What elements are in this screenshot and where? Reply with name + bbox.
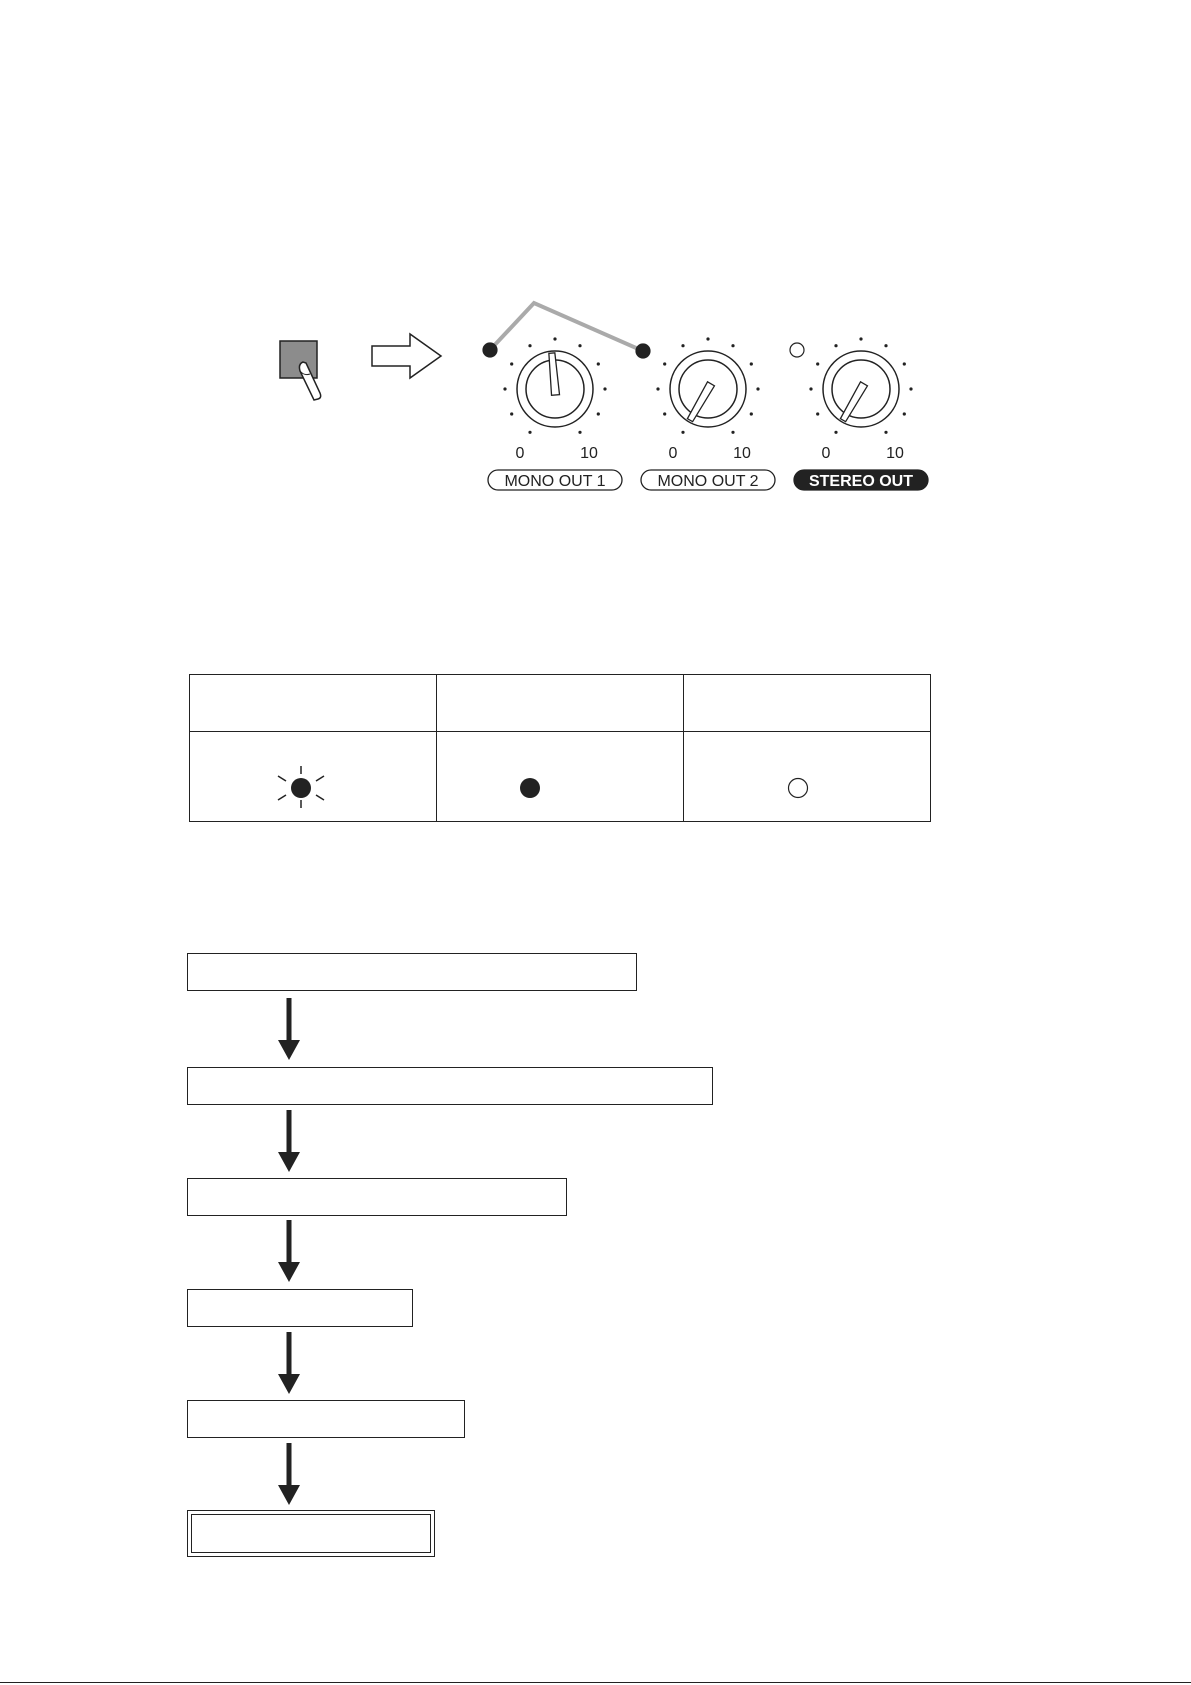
scale-dot [528,344,531,347]
stereo-out-led-icon [790,343,804,357]
mono-out-2-knob[interactable] [636,337,775,490]
knob-min-label: 0 [515,445,525,462]
down-arrow-icon [277,1443,301,1507]
scale-dot [809,387,812,390]
down-arrow-icon [277,1220,301,1284]
page-bottom-rule [0,1682,1191,1683]
flow-step-3 [187,1178,567,1216]
scale-dot [578,431,581,434]
knob-min-label: 0 [668,445,678,462]
scale-dot [706,337,709,340]
mono-out-2-led-icon [636,344,650,358]
scale-dot [816,412,819,415]
scale-dot [663,412,666,415]
scale-dot [884,431,887,434]
led-flashing-icon [190,732,436,821]
link-line [490,303,643,351]
scale-dot [756,387,759,390]
flow-step-6 [187,1510,435,1557]
flow-step-6-inner [191,1514,431,1553]
flow-step-4 [187,1289,413,1327]
table-cell-lit [437,732,684,822]
down-arrow-icon [277,998,301,1062]
scale-dot [528,431,531,434]
stereo-out-label: STEREO OUT [808,473,914,490]
scale-dot [663,362,666,365]
scale-dot [731,344,734,347]
right-arrow-icon [372,334,441,378]
scale-dot [603,387,606,390]
scale-dot [510,412,513,415]
table-header [190,675,437,732]
scale-dot [903,362,906,365]
knob-max-label: 10 [886,445,904,462]
table-header [437,675,684,732]
table-cell-unlit [684,732,931,822]
mono-out-1-led-icon [483,343,497,357]
scale-dot [553,337,556,340]
scale-dot [884,344,887,347]
knob-min-label: 0 [821,445,831,462]
down-arrow-icon [277,1332,301,1396]
scale-dot [597,362,600,365]
knob-max-label: 10 [580,445,598,462]
scale-dot [859,337,862,340]
output-panel-diagram [0,0,1191,560]
scale-dot [750,362,753,365]
scale-dot [731,431,734,434]
scale-dot [903,412,906,415]
scale-dot [503,387,506,390]
flow-step-5 [187,1400,465,1438]
flow-step-2 [187,1067,713,1105]
down-arrow-icon [277,1110,301,1174]
flow-step-1 [187,953,637,991]
scale-dot [750,412,753,415]
mono-out-1-knob[interactable] [483,337,622,490]
led-unlit-icon [684,732,930,821]
scale-dot [681,344,684,347]
led-status-table [189,674,931,822]
knob-max-label: 10 [733,445,751,462]
scale-dot [834,344,837,347]
led-lit-icon [437,732,683,821]
scale-dot [834,431,837,434]
mono-out-1-label: MONO OUT 1 [504,473,606,490]
scale-dot [816,362,819,365]
scale-dot [597,412,600,415]
scale-dot [510,362,513,365]
table-cell-flashing [190,732,437,822]
table-header [684,675,931,732]
scale-dot [681,431,684,434]
mono-out-2-label: MONO OUT 2 [657,473,759,490]
scale-dot [909,387,912,390]
stereo-out-knob[interactable] [790,337,928,490]
scale-dot [656,387,659,390]
scale-dot [578,344,581,347]
select-button-icon [280,341,321,400]
